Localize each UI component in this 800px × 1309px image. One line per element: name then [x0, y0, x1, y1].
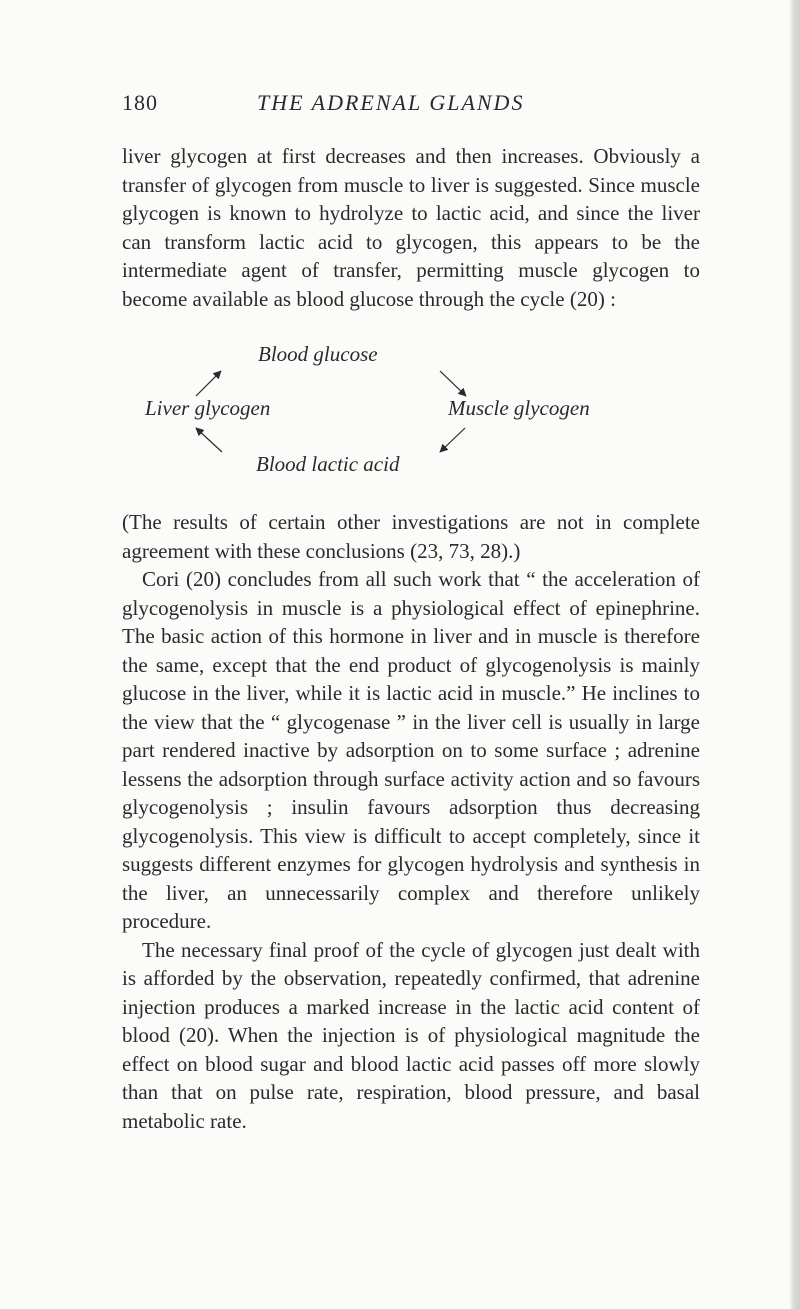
- arrow-glucose-to-muscle: [440, 371, 466, 396]
- diagram-node-blood-lactic-acid: Blood lactic acid: [256, 452, 400, 476]
- diagram-arrows: [122, 342, 700, 502]
- body-paragraph-3: The necessary final proof of the cycle of glycogen just dealt with is afforded by the observation, repeatedly confirmed, that adrenine injection produces a marked increase in the lactic acid content of blood (20). When the injection is of physiological magnitude the effect on blood sugar and blood lactic acid passes off more slowly than that on pulse rate, respiration, blood pressure, and basal metabolic rate.: [122, 937, 700, 1133]
- body-paragraph-2: Cori (20) concludes from all such work that “ the acceleration of glycogenolysis in muscle is a physiological effect of epinephrine. The basic action of this hormone in liver and in muscle is therefore the same, except that the end product of glycogenolysis is mainly glucose in the liver, while it is lactic acid in muscle.” He inclines to the view that the “ glycogenase ” in the liver cell is usually in large part rendered inactive by adsorption on to some surface ; adrenine lessens the adsorption through surface activity action and so favours glycogenolysis ; insulin favours adsorption thus decreasing glycogenolysis. This view is difficult to accept completely, since it suggests different enzymes for glycogen hydrolysis and synthesis in the liver, an unnecessarily complex and therefore unlikely procedure.: [122, 567, 700, 933]
- diagram-node-blood-glucose: Blood glucose: [258, 342, 378, 366]
- arrow-muscle-to-lactic: [440, 428, 465, 452]
- intro-paragraph: liver glycogen at first decreases and then increases. Obviously a transfer of glycogen from muscle to liver is suggested. Since muscle glycogen is known to hydrolyze to lactic acid, and since the liver can transform lactic acid to glycogen, this appears to be the intermediate agent of transfer, permitting muscle glycogen to become available as blood glucose through the cycle (20) :: [122, 144, 700, 311]
- running-title: THE ADRENAL GLANDS: [257, 90, 525, 115]
- body-paragraphs: [122, 508, 700, 1135]
- diagram-node-liver-glycogen: Liver glycogen: [145, 396, 271, 420]
- arrow-lactic-to-liver: [196, 428, 222, 452]
- page-number: 180: [122, 90, 158, 115]
- page-edge-shadow: [790, 0, 800, 1309]
- running-head: [122, 90, 700, 120]
- intro-paragraph-block: [122, 142, 700, 313]
- diagram-node-muscle-glycogen: Muscle glycogen: [448, 396, 590, 420]
- arrow-liver-to-glucose: [196, 371, 221, 396]
- glycogen-cycle-diagram: [122, 342, 700, 502]
- body-paragraph-1: (The results of certain other investigations are not in complete agreement with these conclusions (23, 73, 28).): [122, 510, 700, 563]
